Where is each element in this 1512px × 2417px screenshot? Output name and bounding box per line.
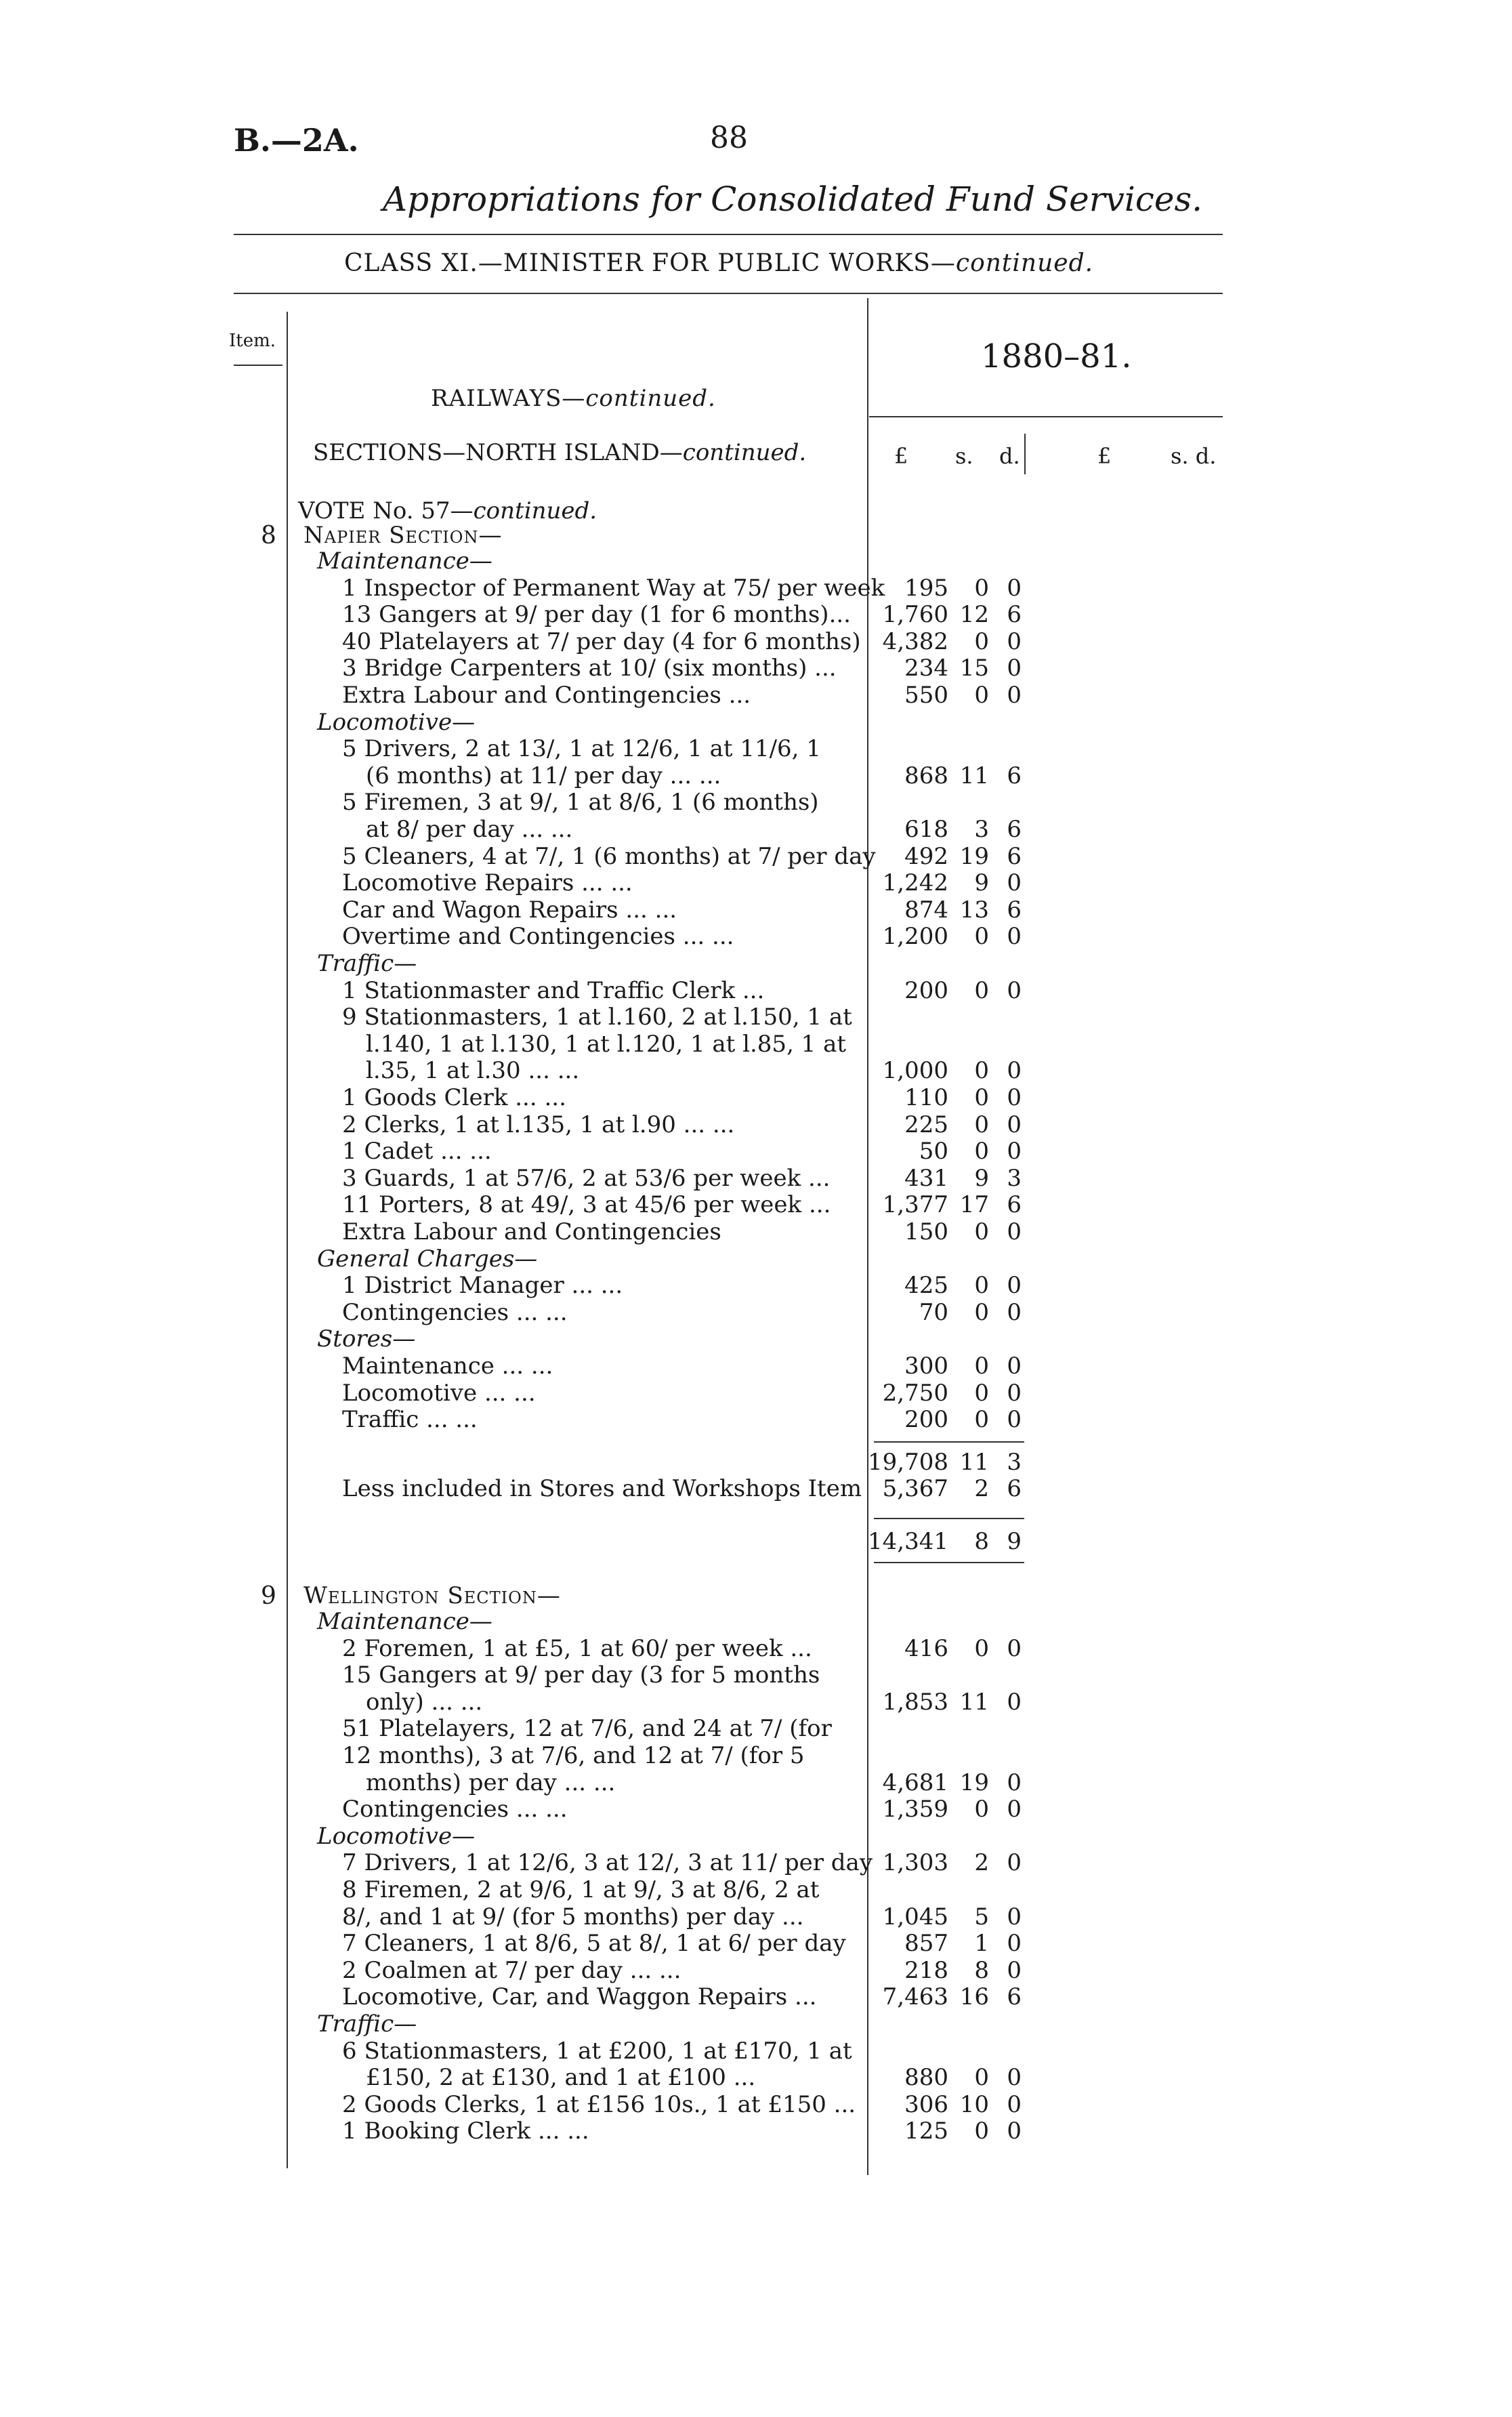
napier-line: Traffic—	[317, 950, 417, 977]
napier-line: 1 Cadet ... ...	[342, 1138, 492, 1165]
net-pence: 9	[1007, 1528, 1022, 1555]
napier-line: 9 Stationmasters, 1 at l.160, 2 at l.150, 1 at	[342, 1004, 852, 1031]
napier-amount-shillings: 0	[974, 923, 989, 951]
less-pence: 6	[1007, 1475, 1022, 1502]
napier-amount-shillings: 0	[974, 976, 989, 1004]
napier-amount-shillings: 19	[959, 842, 989, 870]
item-underline	[234, 365, 282, 366]
napier-amount-pounds: 195	[904, 574, 948, 602]
napier-amount-pounds: 200	[904, 976, 948, 1004]
wellington-amount-shillings: 19	[959, 1769, 989, 1796]
sections-heading	[313, 439, 806, 466]
napier-amount-pence: 0	[1007, 1057, 1022, 1085]
year-rule	[869, 416, 1223, 417]
wellington-amount-pence: 0	[1007, 1903, 1022, 1930]
napier-amount-shillings: 0	[974, 1406, 989, 1434]
less-shillings: 2	[974, 1475, 989, 1502]
wellington-amount-pounds: 416	[904, 1634, 948, 1662]
wellington-line: months) per day ... ...	[366, 1769, 616, 1796]
napier-amount-pounds: 225	[904, 1111, 948, 1138]
napier-amount-pounds: 1,242	[882, 869, 948, 897]
napier-amount-shillings: 17	[959, 1191, 989, 1219]
napier-amount-shillings: 0	[974, 1379, 989, 1407]
napier-line: l.35, 1 at l.30 ... ...	[366, 1057, 580, 1085]
document-code: B.—2A.	[234, 122, 359, 159]
napier-line: 13 Gangers at 9/ per day (1 for 6 months)...	[342, 601, 851, 629]
sd-header-2: s. d.	[1171, 443, 1217, 469]
wellington-amount-pounds: 306	[904, 2090, 948, 2118]
napier-amount-pence: 0	[1007, 869, 1022, 897]
wellington-amount-shillings: 0	[974, 1796, 989, 1823]
wellington-line: £150, 2 at £130, and 1 at £100 ...	[366, 2064, 756, 2092]
napier-amount-pounds: 2,750	[882, 1379, 948, 1407]
wellington-line: 1 Booking Clerk ... ...	[342, 2118, 589, 2145]
class-heading-main: CLASS XI.—MINISTER FOR PUBLIC WORKS—	[344, 249, 956, 277]
napier-amount-pounds: 431	[904, 1164, 948, 1192]
napier-amount-shillings: 3	[974, 816, 989, 843]
vote-main: VOTE No. 57—	[298, 497, 474, 524]
napier-amount-pence: 3	[1007, 1164, 1022, 1192]
napier-amount-pence: 6	[1007, 1191, 1022, 1219]
section-title-2: Wellington Section—	[303, 1582, 561, 1609]
wellington-amount-pounds: 1,359	[882, 1796, 948, 1823]
napier-amount-pounds: 50	[919, 1138, 948, 1165]
total-pence: 3	[1007, 1449, 1022, 1476]
napier-line: Stores—	[317, 1325, 416, 1353]
napier-line: (6 months) at 11/ per day ... ...	[366, 762, 721, 789]
wellington-amount-pounds: 857	[904, 1930, 948, 1958]
napier-amount-shillings: 9	[974, 869, 989, 897]
napier-amount-pounds: 618	[904, 816, 948, 843]
napier-amount-pence: 0	[1007, 976, 1022, 1004]
napier-amount-pounds: 550	[904, 682, 948, 709]
napier-amount-pounds: 1,000	[882, 1057, 948, 1085]
vote-heading	[298, 497, 597, 524]
napier-amount-pence: 0	[1007, 1352, 1022, 1380]
less-pounds: 5,367	[882, 1475, 948, 1502]
wellington-amount-pounds: 4,681	[882, 1769, 948, 1796]
wellington-amount-pounds: 1,303	[882, 1849, 948, 1877]
napier-line: 1 District Manager ... ...	[342, 1272, 623, 1300]
napier-line: Contingencies ... ...	[342, 1298, 568, 1326]
railways-cont: continued.	[585, 385, 716, 412]
napier-amount-pence: 0	[1007, 655, 1022, 682]
napier-amount-pence: 6	[1007, 816, 1022, 843]
napier-line: 5 Drivers, 2 at 13/, 1 at 12/6, 1 at 11/6, 1	[342, 735, 821, 763]
railways-heading	[431, 385, 716, 412]
napier-amount-shillings: 0	[974, 682, 989, 709]
napier-amount-pounds: 492	[904, 842, 948, 870]
napier-line: at 8/ per day ... ...	[366, 816, 573, 843]
napier-amount-pence: 6	[1007, 762, 1022, 789]
wellington-line: 7 Drivers, 1 at 12/6, 3 at 12/, 3 at 11/ per day	[342, 1849, 873, 1877]
napier-line: Extra Labour and Contingencies	[342, 1218, 721, 1245]
napier-amount-pence: 0	[1007, 1111, 1022, 1138]
napier-amount-pence: 0	[1007, 1218, 1022, 1245]
napier-line: 5 Cleaners, 4 at 7/, 1 (6 months) at 7/ per day	[342, 842, 876, 870]
napier-amount-shillings: 13	[959, 896, 989, 924]
wellington-amount-pounds: 7,463	[882, 1983, 948, 2011]
napier-amount-pence: 0	[1007, 1298, 1022, 1326]
napier-amount-shillings: 11	[959, 762, 989, 789]
wellington-line: Contingencies ... ...	[342, 1796, 568, 1823]
wellington-amount-pence: 0	[1007, 1956, 1022, 1984]
napier-amount-pounds: 150	[904, 1218, 948, 1245]
napier-amount-pounds: 874	[904, 896, 948, 924]
napier-line: 3 Bridge Carpenters at 10/ (six months) ...	[342, 655, 837, 682]
wellington-line: 8/, and 1 at 9/ (for 5 months) per day ...	[342, 1903, 804, 1930]
wellington-amount-pounds: 1,045	[882, 1903, 948, 1930]
class-heading	[344, 249, 1093, 277]
wellington-line: 12 months), 3 at 7/6, and 12 at 7/ (for 5	[342, 1742, 805, 1769]
wellington-amount-pence: 6	[1007, 1983, 1022, 2011]
napier-amount-pounds: 234	[904, 655, 948, 682]
napier-amount-pounds: 4,382	[882, 627, 948, 655]
napier-amount-pence: 6	[1007, 842, 1022, 870]
year-split-rule	[1024, 434, 1026, 474]
napier-amount-shillings: 0	[974, 1298, 989, 1326]
pound-header-2: £	[1097, 443, 1112, 469]
wellington-amount-shillings: 11	[959, 1688, 989, 1716]
napier-line: 5 Firemen, 3 at 9/, 1 at 8/6, 1 (6 months)	[342, 789, 819, 817]
section-title: Napier Section—	[303, 522, 503, 549]
wellington-amount-pence: 0	[1007, 2090, 1022, 2118]
wellington-line: 51 Platelayers, 12 at 7/6, and 24 at 7/ (for	[342, 1715, 832, 1743]
item-column-header: Item.	[229, 331, 276, 351]
wellington-amount-shillings: 10	[959, 2090, 989, 2118]
total-pounds: 19,708	[868, 1449, 948, 1476]
napier-amount-pence: 0	[1007, 1379, 1022, 1407]
wellington-amount-shillings: 5	[974, 1903, 989, 1930]
napier-line: Locomotive ... ...	[342, 1379, 536, 1407]
napier-amount-shillings: 0	[974, 1111, 989, 1138]
wellington-amount-shillings: 16	[959, 1983, 989, 2011]
wellington-amount-pence: 0	[1007, 1796, 1022, 1823]
napier-amount-shillings: 0	[974, 1138, 989, 1165]
subtotal-rule	[874, 1441, 1024, 1443]
wellington-amount-pence: 0	[1007, 2118, 1022, 2145]
wellington-line: 8 Firemen, 2 at 9/6, 1 at 9/, 3 at 8/6, 2 at	[342, 1876, 820, 1903]
year-heading: 1880–81.	[981, 337, 1132, 375]
napier-amount-pence: 0	[1007, 923, 1022, 951]
napier-amount-shillings: 0	[974, 627, 989, 655]
item-number-2: 9	[261, 1582, 276, 1610]
wellington-amount-shillings: 0	[974, 2064, 989, 2092]
napier-amount-shillings: 12	[959, 601, 989, 629]
wellington-amount-pence: 0	[1007, 1769, 1022, 1796]
wellington-line: Locomotive, Car, and Waggon Repairs ...	[342, 1983, 817, 2011]
net-rule	[874, 1518, 1024, 1519]
napier-amount-pounds: 425	[904, 1272, 948, 1300]
item-column-rule	[287, 312, 288, 2168]
net-underline	[874, 1562, 1024, 1563]
wellington-amount-pence: 0	[1007, 1688, 1022, 1716]
wellington-line: 2 Foremen, 1 at £5, 1 at 60/ per week ...	[342, 1634, 812, 1662]
napier-line: Maintenance ... ...	[342, 1352, 553, 1380]
napier-amount-pounds: 300	[904, 1352, 948, 1380]
total-shillings: 11	[959, 1449, 989, 1476]
napier-amount-shillings: 0	[974, 1352, 989, 1380]
wellington-line: Maintenance—	[317, 1608, 492, 1635]
wellington-amount-pence: 0	[1007, 1634, 1022, 1662]
napier-amount-pounds: 1,377	[882, 1191, 948, 1219]
napier-line: Traffic ... ...	[342, 1406, 478, 1434]
napier-line: Extra Labour and Contingencies ...	[342, 682, 751, 709]
railways-main: RAILWAYS—	[431, 385, 586, 412]
rule-table-top	[234, 293, 1223, 294]
napier-amount-shillings: 0	[974, 1084, 989, 1111]
napier-amount-pence: 6	[1007, 601, 1022, 629]
napier-line: Locomotive Repairs ... ...	[342, 869, 633, 897]
napier-line: Locomotive—	[317, 708, 476, 736]
wellington-line: Traffic—	[317, 2010, 417, 2038]
wellington-amount-pence: 0	[1007, 2064, 1022, 2092]
napier-amount-pence: 0	[1007, 627, 1022, 655]
wellington-line: only) ... ...	[366, 1688, 483, 1716]
less-label: Less included in Stores and Workshops Item	[342, 1475, 862, 1502]
wellington-amount-pounds: 1,853	[882, 1688, 948, 1716]
napier-line: 40 Platelayers at 7/ per day (4 for 6 months)	[342, 627, 861, 655]
vote-cont: continued.	[473, 497, 597, 524]
net-shillings: 8	[974, 1528, 989, 1555]
napier-amount-shillings: 0	[974, 1218, 989, 1245]
page-title: Appropriations for Consolidated Fund Services.	[383, 180, 1203, 219]
napier-line: 1 Inspector of Permanent Way at 75/ per week	[342, 574, 885, 602]
napier-amount-shillings: 0	[974, 574, 989, 602]
napier-amount-shillings: 15	[959, 655, 989, 682]
napier-line: Maintenance—	[317, 548, 492, 575]
napier-amount-pounds: 200	[904, 1406, 948, 1434]
napier-amount-pounds: 110	[904, 1084, 948, 1111]
rule-top	[234, 234, 1223, 235]
wellington-line: 7 Cleaners, 1 at 8/6, 5 at 8/, 1 at 6/ per day	[342, 1930, 846, 1958]
wellington-amount-shillings: 0	[974, 2118, 989, 2145]
napier-line: 1 Stationmaster and Traffic Clerk ...	[342, 976, 765, 1004]
pound-header: £	[894, 443, 908, 469]
pence-header: d.	[999, 443, 1020, 469]
wellington-amount-shillings: 2	[974, 1849, 989, 1877]
wellington-line: 2 Coalmen at 7/ per day ... ...	[342, 1956, 681, 1984]
net-pounds: 14,341	[868, 1528, 948, 1555]
wellington-line: 2 Goods Clerks, 1 at £156 10s., 1 at £150 ...	[342, 2090, 856, 2118]
napier-line: 11 Porters, 8 at 49/, 3 at 45/6 per week ...	[342, 1191, 831, 1219]
napier-amount-pounds: 1,760	[882, 601, 948, 629]
page-number: 88	[710, 121, 748, 155]
wellington-amount-shillings: 0	[974, 1634, 989, 1662]
wellington-line: 15 Gangers at 9/ per day (3 for 5 months	[342, 1661, 820, 1689]
napier-amount-pence: 6	[1007, 896, 1022, 924]
wellington-amount-pounds: 218	[904, 1956, 948, 1984]
wellington-amount-shillings: 1	[974, 1930, 989, 1958]
wellington-line: 6 Stationmasters, 1 at £200, 1 at £170, 1 at	[342, 2037, 852, 2065]
napier-amount-pence: 0	[1007, 1138, 1022, 1165]
napier-amount-pounds: 1,200	[882, 923, 948, 951]
napier-amount-pounds: 70	[919, 1298, 948, 1326]
napier-line: 3 Guards, 1 at 57/6, 2 at 53/6 per week ...	[342, 1164, 831, 1192]
napier-amount-pence: 0	[1007, 574, 1022, 602]
napier-line: Car and Wagon Repairs ... ...	[342, 896, 677, 924]
napier-amount-shillings: 0	[974, 1272, 989, 1300]
wellington-amount-pounds: 125	[904, 2118, 948, 2145]
shillings-header: s.	[955, 443, 973, 469]
napier-amount-shillings: 0	[974, 1057, 989, 1085]
wellington-line: Locomotive—	[317, 1822, 476, 1850]
napier-amount-shillings: 9	[974, 1164, 989, 1192]
class-heading-cont: continued.	[955, 249, 1094, 277]
item-number: 8	[261, 522, 276, 550]
napier-line: 1 Goods Clerk ... ...	[342, 1084, 566, 1111]
napier-line: General Charges—	[317, 1245, 538, 1273]
wellington-amount-pounds: 880	[904, 2064, 948, 2092]
sections-main: SECTIONS—NORTH ISLAND—	[313, 439, 683, 466]
napier-amount-pence: 0	[1007, 1272, 1022, 1300]
wellington-amount-shillings: 8	[974, 1956, 989, 1984]
wellington-amount-pence: 0	[1007, 1930, 1022, 1958]
napier-amount-pence: 0	[1007, 1406, 1022, 1434]
napier-amount-pence: 0	[1007, 1084, 1022, 1111]
napier-amount-pence: 0	[1007, 682, 1022, 709]
napier-line: 2 Clerks, 1 at l.135, 1 at l.90 ... ...	[342, 1111, 735, 1138]
napier-line: Overtime and Contingencies ... ...	[342, 923, 734, 951]
napier-line: l.140, 1 at l.130, 1 at l.120, 1 at l.85, 1 at	[366, 1030, 847, 1058]
sections-cont: continued.	[682, 439, 807, 466]
napier-amount-pounds: 868	[904, 762, 948, 789]
wellington-amount-pence: 0	[1007, 1849, 1022, 1877]
